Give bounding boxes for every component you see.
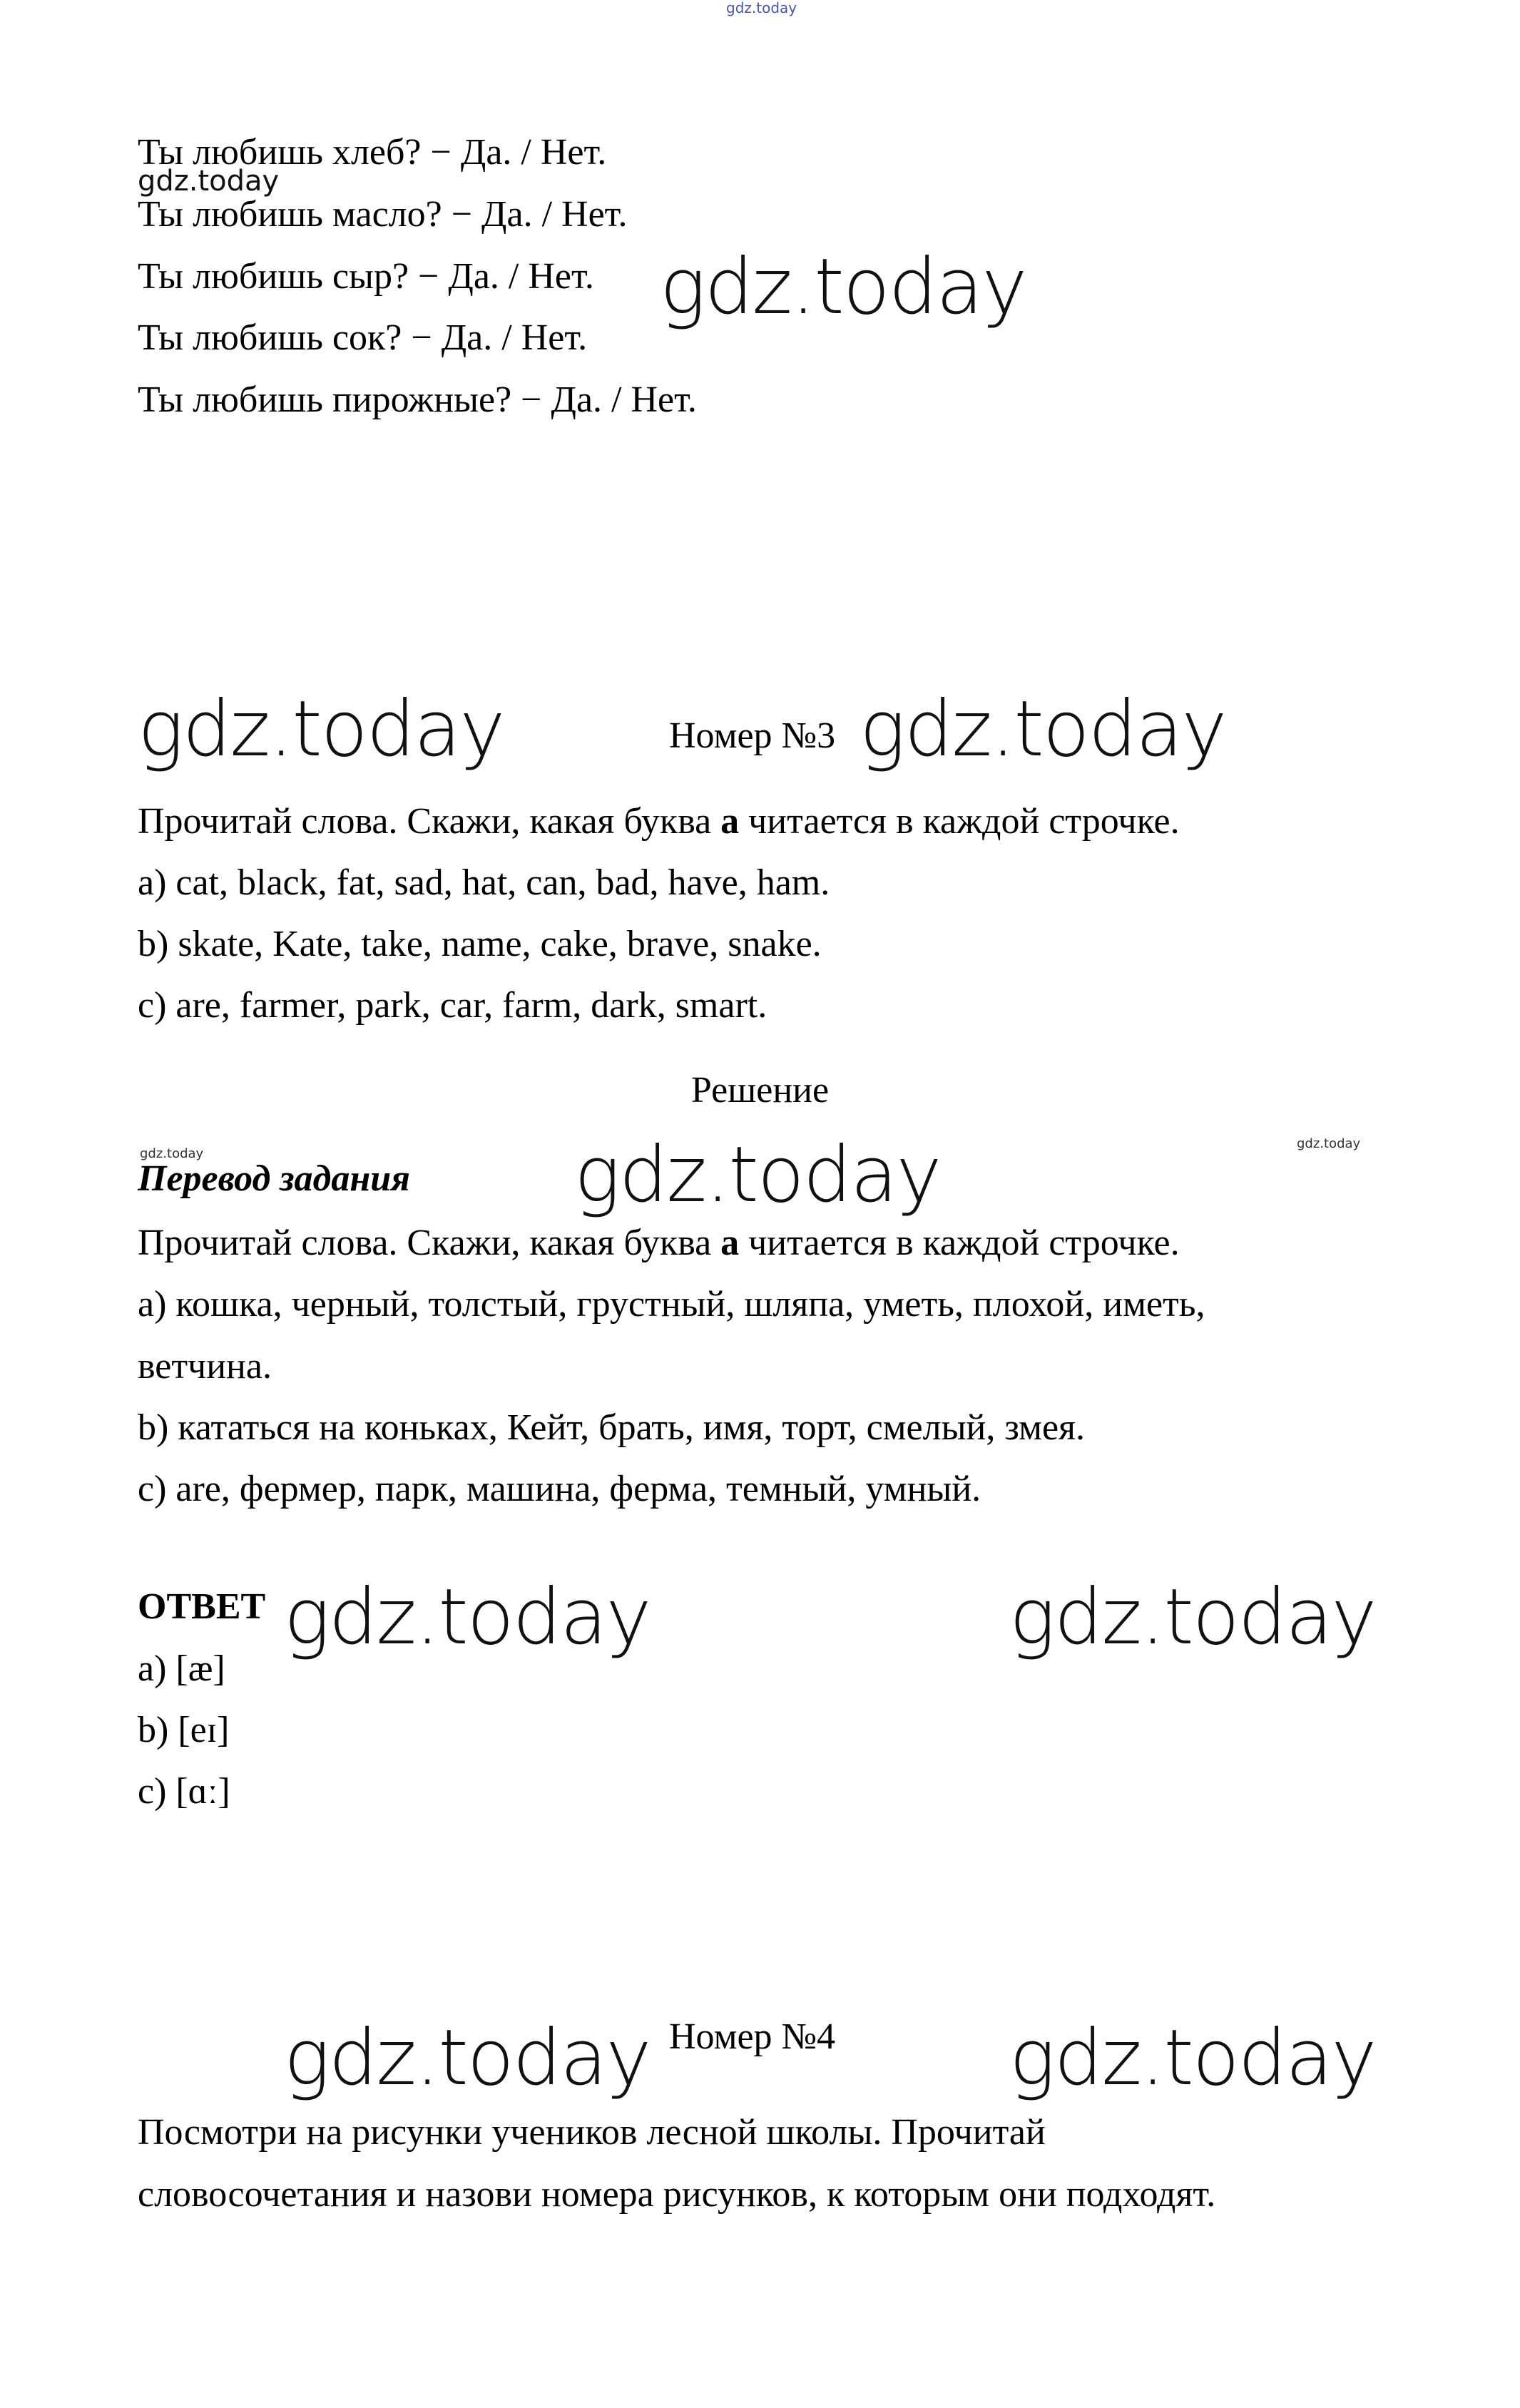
translation-instruction-text: Прочитай слова. Скажи, какая буква xyxy=(138,1223,721,1263)
watermark-large-7: gdz.today xyxy=(284,2014,651,2103)
task4-instruction-2: словосочетания и назови номера рисунков, к которым они подходят. xyxy=(138,2174,1216,2215)
translation-title: Перевод задания xyxy=(138,1158,410,1199)
translation-item-c: c) are, фермер, парк, машина, ферма, темный, умный. xyxy=(138,1469,981,1509)
watermark-large-6: gdz.today xyxy=(1009,1573,1376,1662)
translation-item-a-cont: ветчина. xyxy=(138,1346,272,1387)
task3-number: Номер №3 xyxy=(669,715,836,756)
watermark-tiny-2: gdz.today xyxy=(1297,1136,1361,1151)
translation-item-a: a) кошка, черный, толстый, грустный, шляпа, уметь, плохой, иметь, xyxy=(138,1284,1205,1325)
watermark-top: gdz.today xyxy=(726,0,797,16)
translation-item-b: b) кататься на коньках, Кейт, брать, имя, торт, смелый, змея. xyxy=(138,1407,1086,1448)
watermark-large-2: gdz.today xyxy=(138,685,504,774)
task3-item-c: c) are, farmer, park, car, farm, dark, smart. xyxy=(138,985,767,1026)
question-line-2: Ты любишь масло? − Да. / Нет. xyxy=(138,194,628,235)
watermark-large-4: gdz.today xyxy=(574,1131,941,1220)
solution-label: Решение xyxy=(690,1070,830,1111)
answer-c: c) [ɑː] xyxy=(138,1771,230,1812)
answer-a: a) [æ] xyxy=(138,1648,225,1689)
task4-number: Номер №4 xyxy=(669,2016,836,2057)
watermark-large-5: gdz.today xyxy=(284,1573,651,1662)
translation-bold-letter: а xyxy=(720,1223,740,1263)
watermark-tiny-1: gdz.today xyxy=(140,1146,204,1161)
task3-item-a: a) cat, black, fat, sad, hat, can, bad, have, ham. xyxy=(138,862,830,903)
instruction-text-end: читается в каждой строчке. xyxy=(739,801,1180,842)
instruction-text: Прочитай слова. Скажи, какая буква xyxy=(138,801,721,842)
instruction-bold-letter: а xyxy=(720,801,740,842)
answer-label: ОТВЕТ xyxy=(138,1586,266,1627)
watermark-large-3: gdz.today xyxy=(860,685,1226,774)
answer-b: b) [eɪ] xyxy=(138,1710,230,1750)
task4-instruction-1: Посмотри на рисунки учеников лесной школы. Прочитай xyxy=(138,2112,1046,2153)
task3-instruction xyxy=(138,800,1180,843)
question-line-1: Ты любишь хлеб? − Да. / Нет. xyxy=(138,132,607,173)
question-line-3: Ты любишь сыр? − Да. / Нет. xyxy=(138,256,594,297)
task3-item-b: b) skate, Kate, take, name, cake, brave, snake. xyxy=(138,924,822,964)
question-line-5: Ты любишь пирожные? − Да. / Нет. xyxy=(138,379,697,420)
watermark-small-1: gdz.today xyxy=(138,165,280,198)
translation-instruction xyxy=(138,1222,1180,1265)
question-line-4: Ты любишь сок? − Да. / Нет. xyxy=(138,317,588,358)
watermark-large-1: gdz.today xyxy=(660,243,1026,332)
translation-instruction-end: читается в каждой строчке. xyxy=(739,1223,1180,1263)
watermark-large-8: gdz.today xyxy=(1009,2014,1376,2103)
